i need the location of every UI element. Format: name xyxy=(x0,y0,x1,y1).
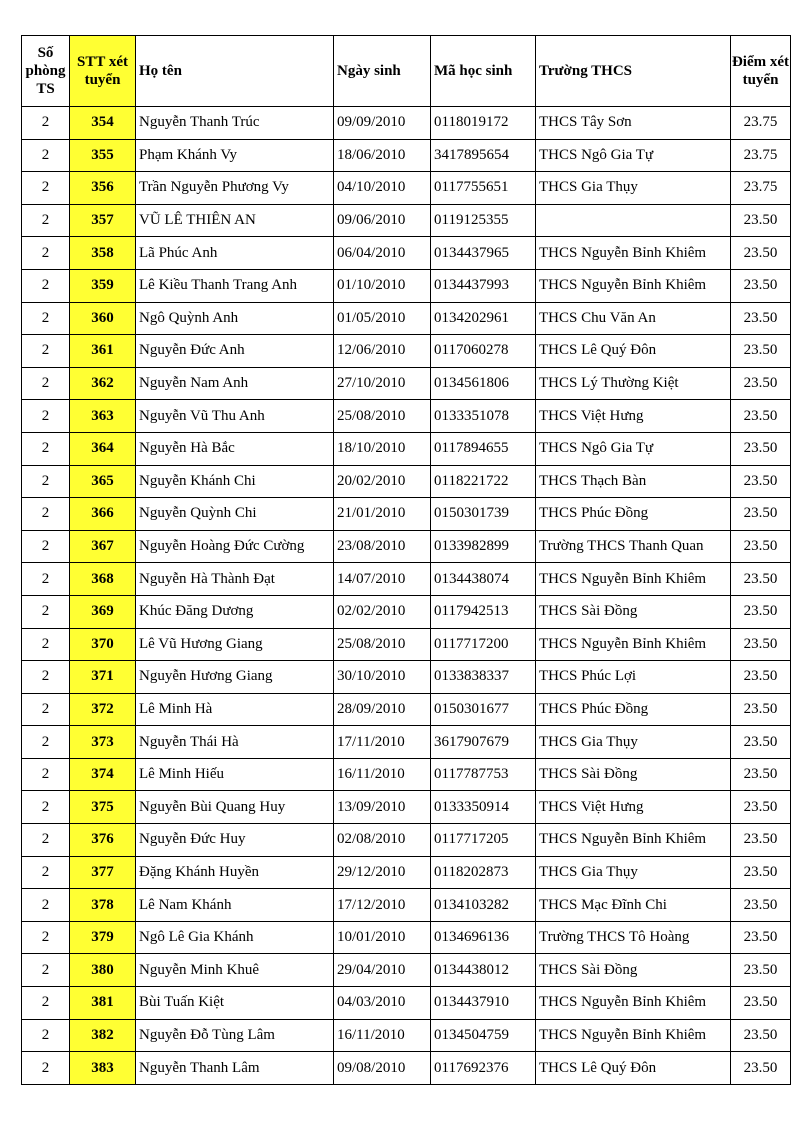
cell-school: THCS Gia Thụy xyxy=(536,726,731,759)
cell-student-id: 3617907679 xyxy=(431,726,536,759)
cell-room: 2 xyxy=(22,1019,70,1052)
cell-stt: 368 xyxy=(70,563,136,596)
table-row xyxy=(22,107,791,140)
table-row xyxy=(22,139,791,172)
cell-student-id: 0133838337 xyxy=(431,661,536,694)
cell-name: Nguyễn Khánh Chi xyxy=(136,465,334,498)
cell-dob: 16/11/2010 xyxy=(334,758,431,791)
cell-dob: 06/04/2010 xyxy=(334,237,431,270)
cell-score: 23.50 xyxy=(731,465,791,498)
cell-score: 23.50 xyxy=(731,824,791,857)
cell-room: 2 xyxy=(22,530,70,563)
cell-school: THCS Phúc Đồng xyxy=(536,693,731,726)
header-name: Họ tên xyxy=(136,36,334,107)
header-dob: Ngày sinh xyxy=(334,36,431,107)
table-row xyxy=(22,889,791,922)
cell-student-id: 0117717200 xyxy=(431,628,536,661)
cell-room: 2 xyxy=(22,367,70,400)
cell-student-id: 0117692376 xyxy=(431,1052,536,1085)
cell-score: 23.50 xyxy=(731,400,791,433)
cell-room: 2 xyxy=(22,139,70,172)
cell-stt: 376 xyxy=(70,824,136,857)
cell-dob: 04/03/2010 xyxy=(334,987,431,1020)
cell-stt: 370 xyxy=(70,628,136,661)
table-row xyxy=(22,758,791,791)
table-row xyxy=(22,465,791,498)
cell-school: THCS Chu Văn An xyxy=(536,302,731,335)
cell-school: THCS Mạc Đĩnh Chi xyxy=(536,889,731,922)
cell-room: 2 xyxy=(22,1052,70,1085)
cell-score: 23.50 xyxy=(731,530,791,563)
cell-dob: 02/08/2010 xyxy=(334,824,431,857)
cell-room: 2 xyxy=(22,791,70,824)
cell-student-id: 0134504759 xyxy=(431,1019,536,1052)
cell-stt: 355 xyxy=(70,139,136,172)
cell-room: 2 xyxy=(22,400,70,433)
table-row xyxy=(22,628,791,661)
cell-score: 23.75 xyxy=(731,107,791,140)
cell-name: Nguyễn Đức Anh xyxy=(136,335,334,368)
cell-stt: 356 xyxy=(70,172,136,205)
header-student-id: Mã học sinh xyxy=(431,36,536,107)
cell-dob: 09/09/2010 xyxy=(334,107,431,140)
cell-name: Nguyễn Hà Bắc xyxy=(136,432,334,465)
cell-score: 23.50 xyxy=(731,595,791,628)
table-row xyxy=(22,1052,791,1085)
cell-room: 2 xyxy=(22,693,70,726)
cell-score: 23.50 xyxy=(731,1052,791,1085)
cell-dob: 25/08/2010 xyxy=(334,628,431,661)
cell-stt: 374 xyxy=(70,758,136,791)
cell-school: THCS Gia Thụy xyxy=(536,172,731,205)
cell-stt: 364 xyxy=(70,432,136,465)
cell-score: 23.50 xyxy=(731,628,791,661)
cell-stt: 362 xyxy=(70,367,136,400)
cell-school: THCS Phúc Lợi xyxy=(536,661,731,694)
cell-student-id: 0134437993 xyxy=(431,269,536,302)
cell-stt: 383 xyxy=(70,1052,136,1085)
cell-score: 23.50 xyxy=(731,987,791,1020)
cell-stt: 375 xyxy=(70,791,136,824)
cell-stt: 354 xyxy=(70,107,136,140)
cell-student-id: 0117787753 xyxy=(431,758,536,791)
cell-dob: 04/10/2010 xyxy=(334,172,431,205)
table-row xyxy=(22,530,791,563)
cell-student-id: 0119125355 xyxy=(431,204,536,237)
cell-stt: 365 xyxy=(70,465,136,498)
cell-student-id: 0118221722 xyxy=(431,465,536,498)
cell-score: 23.50 xyxy=(731,335,791,368)
cell-school: THCS Ngô Gia Tự xyxy=(536,139,731,172)
cell-school: THCS Sài Đồng xyxy=(536,758,731,791)
cell-dob: 10/01/2010 xyxy=(334,921,431,954)
header-school: Trường THCS xyxy=(536,36,731,107)
cell-room: 2 xyxy=(22,726,70,759)
cell-name: Nguyễn Minh Khuê xyxy=(136,954,334,987)
cell-dob: 02/02/2010 xyxy=(334,595,431,628)
cell-name: Nguyễn Hoàng Đức Cường xyxy=(136,530,334,563)
cell-dob: 29/12/2010 xyxy=(334,856,431,889)
table-row xyxy=(22,432,791,465)
cell-stt: 359 xyxy=(70,269,136,302)
header-stt: STT xét tuyển xyxy=(70,36,136,107)
table-row xyxy=(22,595,791,628)
cell-room: 2 xyxy=(22,563,70,596)
cell-score: 23.50 xyxy=(731,791,791,824)
cell-dob: 27/10/2010 xyxy=(334,367,431,400)
cell-stt: 358 xyxy=(70,237,136,270)
table-row xyxy=(22,204,791,237)
cell-student-id: 0117755651 xyxy=(431,172,536,205)
cell-score: 23.50 xyxy=(731,889,791,922)
cell-dob: 01/10/2010 xyxy=(334,269,431,302)
cell-room: 2 xyxy=(22,432,70,465)
cell-room: 2 xyxy=(22,302,70,335)
cell-student-id: 0150301677 xyxy=(431,693,536,726)
cell-name: VŨ LÊ THIÊN AN xyxy=(136,204,334,237)
cell-name: Bùi Tuấn Kiệt xyxy=(136,987,334,1020)
cell-score: 23.50 xyxy=(731,726,791,759)
cell-room: 2 xyxy=(22,172,70,205)
cell-student-id: 3417895654 xyxy=(431,139,536,172)
cell-student-id: 0134438074 xyxy=(431,563,536,596)
cell-dob: 30/10/2010 xyxy=(334,661,431,694)
cell-name: Phạm Khánh Vy xyxy=(136,139,334,172)
cell-student-id: 0133351078 xyxy=(431,400,536,433)
cell-student-id: 0117942513 xyxy=(431,595,536,628)
cell-stt: 373 xyxy=(70,726,136,759)
cell-name: Trần Nguyễn Phương Vy xyxy=(136,172,334,205)
cell-stt: 357 xyxy=(70,204,136,237)
cell-student-id: 0118019172 xyxy=(431,107,536,140)
cell-student-id: 0118202873 xyxy=(431,856,536,889)
cell-room: 2 xyxy=(22,856,70,889)
cell-student-id: 0134561806 xyxy=(431,367,536,400)
table-row xyxy=(22,400,791,433)
cell-stt: 382 xyxy=(70,1019,136,1052)
cell-student-id: 0133350914 xyxy=(431,791,536,824)
cell-room: 2 xyxy=(22,107,70,140)
cell-name: Nguyễn Đỗ Tùng Lâm xyxy=(136,1019,334,1052)
cell-student-id: 0134437910 xyxy=(431,987,536,1020)
cell-score: 23.50 xyxy=(731,237,791,270)
cell-school: THCS Việt Hưng xyxy=(536,791,731,824)
cell-name: Nguyễn Nam Anh xyxy=(136,367,334,400)
cell-room: 2 xyxy=(22,661,70,694)
cell-room: 2 xyxy=(22,269,70,302)
cell-score: 23.50 xyxy=(731,1019,791,1052)
cell-student-id: 0117894655 xyxy=(431,432,536,465)
cell-name: Lã Phúc Anh xyxy=(136,237,334,270)
table-row xyxy=(22,791,791,824)
cell-stt: 367 xyxy=(70,530,136,563)
table-row xyxy=(22,856,791,889)
cell-name: Khúc Đăng Dương xyxy=(136,595,334,628)
table-row xyxy=(22,954,791,987)
cell-student-id: 0133982899 xyxy=(431,530,536,563)
cell-name: Nguyễn Quỳnh Chi xyxy=(136,498,334,531)
cell-student-id: 0134696136 xyxy=(431,921,536,954)
cell-dob: 25/08/2010 xyxy=(334,400,431,433)
table-row xyxy=(22,237,791,270)
cell-name: Lê Nam Khánh xyxy=(136,889,334,922)
cell-score: 23.75 xyxy=(731,172,791,205)
cell-name: Nguyễn Đức Huy xyxy=(136,824,334,857)
cell-school: THCS Tây Sơn xyxy=(536,107,731,140)
cell-stt: 380 xyxy=(70,954,136,987)
table-row xyxy=(22,987,791,1020)
cell-room: 2 xyxy=(22,628,70,661)
cell-score: 23.50 xyxy=(731,432,791,465)
cell-stt: 378 xyxy=(70,889,136,922)
cell-name: Ngô Quỳnh Anh xyxy=(136,302,334,335)
cell-name: Lê Minh Hiếu xyxy=(136,758,334,791)
cell-school: THCS Nguyễn Bỉnh Khiêm xyxy=(536,563,731,596)
header-row xyxy=(22,36,791,107)
cell-school: THCS Lê Quý Đôn xyxy=(536,1052,731,1085)
cell-stt: 366 xyxy=(70,498,136,531)
cell-stt: 372 xyxy=(70,693,136,726)
cell-school: THCS Thạch Bàn xyxy=(536,465,731,498)
cell-room: 2 xyxy=(22,824,70,857)
cell-room: 2 xyxy=(22,595,70,628)
table-row xyxy=(22,269,791,302)
cell-school: THCS Sài Đồng xyxy=(536,595,731,628)
admission-table xyxy=(21,35,791,1085)
cell-school: THCS Lý Thường Kiệt xyxy=(536,367,731,400)
cell-school: THCS Nguyễn Bỉnh Khiêm xyxy=(536,824,731,857)
cell-stt: 363 xyxy=(70,400,136,433)
cell-name: Lê Vũ Hương Giang xyxy=(136,628,334,661)
cell-score: 23.50 xyxy=(731,204,791,237)
cell-room: 2 xyxy=(22,204,70,237)
table-row xyxy=(22,1019,791,1052)
cell-score: 23.50 xyxy=(731,563,791,596)
cell-dob: 18/06/2010 xyxy=(334,139,431,172)
cell-score: 23.50 xyxy=(731,367,791,400)
cell-school: Trường THCS Tô Hoàng xyxy=(536,921,731,954)
cell-student-id: 0117060278 xyxy=(431,335,536,368)
cell-dob: 16/11/2010 xyxy=(334,1019,431,1052)
cell-school: THCS Phúc Đồng xyxy=(536,498,731,531)
cell-name: Nguyễn Thái Hà xyxy=(136,726,334,759)
cell-school: THCS Việt Hưng xyxy=(536,400,731,433)
cell-dob: 01/05/2010 xyxy=(334,302,431,335)
cell-room: 2 xyxy=(22,987,70,1020)
cell-student-id: 0134438012 xyxy=(431,954,536,987)
cell-stt: 369 xyxy=(70,595,136,628)
cell-room: 2 xyxy=(22,465,70,498)
cell-room: 2 xyxy=(22,335,70,368)
table-row xyxy=(22,693,791,726)
cell-dob: 20/02/2010 xyxy=(334,465,431,498)
cell-name: Nguyễn Thanh Lâm xyxy=(136,1052,334,1085)
cell-dob: 13/09/2010 xyxy=(334,791,431,824)
table-row xyxy=(22,563,791,596)
cell-dob: 14/07/2010 xyxy=(334,563,431,596)
table-row xyxy=(22,302,791,335)
cell-school: THCS Nguyễn Bỉnh Khiêm xyxy=(536,269,731,302)
table-row xyxy=(22,367,791,400)
cell-school xyxy=(536,204,731,237)
cell-stt: 381 xyxy=(70,987,136,1020)
cell-dob: 09/06/2010 xyxy=(334,204,431,237)
table-row xyxy=(22,172,791,205)
cell-student-id: 0150301739 xyxy=(431,498,536,531)
cell-stt: 377 xyxy=(70,856,136,889)
table-row xyxy=(22,726,791,759)
cell-room: 2 xyxy=(22,889,70,922)
cell-score: 23.50 xyxy=(731,954,791,987)
cell-school: Trường THCS Thanh Quan xyxy=(536,530,731,563)
cell-score: 23.50 xyxy=(731,921,791,954)
cell-dob: 21/01/2010 xyxy=(334,498,431,531)
cell-name: Đặng Khánh Huyền xyxy=(136,856,334,889)
cell-school: THCS Nguyễn Bỉnh Khiêm xyxy=(536,628,731,661)
cell-student-id: 0134437965 xyxy=(431,237,536,270)
table-row xyxy=(22,498,791,531)
cell-room: 2 xyxy=(22,758,70,791)
cell-score: 23.50 xyxy=(731,661,791,694)
cell-student-id: 0134202961 xyxy=(431,302,536,335)
cell-name: Nguyễn Hương Giang xyxy=(136,661,334,694)
cell-stt: 361 xyxy=(70,335,136,368)
cell-room: 2 xyxy=(22,921,70,954)
cell-score: 23.50 xyxy=(731,693,791,726)
cell-room: 2 xyxy=(22,237,70,270)
cell-school: THCS Nguyễn Bỉnh Khiêm xyxy=(536,1019,731,1052)
cell-name: Ngô Lê Gia Khánh xyxy=(136,921,334,954)
cell-name: Lê Minh Hà xyxy=(136,693,334,726)
cell-dob: 18/10/2010 xyxy=(334,432,431,465)
cell-room: 2 xyxy=(22,498,70,531)
cell-dob: 09/08/2010 xyxy=(334,1052,431,1085)
cell-score: 23.50 xyxy=(731,269,791,302)
cell-school: THCS Gia Thụy xyxy=(536,856,731,889)
cell-score: 23.50 xyxy=(731,856,791,889)
header-room: Số phòng TS xyxy=(22,36,70,107)
cell-dob: 12/06/2010 xyxy=(334,335,431,368)
table-body xyxy=(22,107,791,1085)
table-row xyxy=(22,661,791,694)
table-row xyxy=(22,921,791,954)
cell-school: THCS Lê Quý Đôn xyxy=(536,335,731,368)
cell-score: 23.75 xyxy=(731,139,791,172)
cell-school: THCS Nguyễn Bỉnh Khiêm xyxy=(536,237,731,270)
cell-name: Nguyễn Thanh Trúc xyxy=(136,107,334,140)
header-score: Điểm xét tuyển xyxy=(731,36,791,107)
cell-name: Nguyễn Bùi Quang Huy xyxy=(136,791,334,824)
cell-score: 23.50 xyxy=(731,302,791,335)
table-row xyxy=(22,335,791,368)
cell-school: THCS Nguyễn Bỉnh Khiêm xyxy=(536,987,731,1020)
cell-school: THCS Ngô Gia Tự xyxy=(536,432,731,465)
cell-dob: 29/04/2010 xyxy=(334,954,431,987)
cell-stt: 379 xyxy=(70,921,136,954)
cell-name: Nguyễn Vũ Thu Anh xyxy=(136,400,334,433)
cell-score: 23.50 xyxy=(731,498,791,531)
table-row xyxy=(22,824,791,857)
cell-school: THCS Sài Đồng xyxy=(536,954,731,987)
cell-dob: 17/11/2010 xyxy=(334,726,431,759)
cell-stt: 371 xyxy=(70,661,136,694)
cell-dob: 28/09/2010 xyxy=(334,693,431,726)
cell-student-id: 0117717205 xyxy=(431,824,536,857)
cell-student-id: 0134103282 xyxy=(431,889,536,922)
cell-stt: 360 xyxy=(70,302,136,335)
cell-room: 2 xyxy=(22,954,70,987)
cell-name: Nguyễn Hà Thành Đạt xyxy=(136,563,334,596)
cell-dob: 23/08/2010 xyxy=(334,530,431,563)
cell-score: 23.50 xyxy=(731,758,791,791)
cell-dob: 17/12/2010 xyxy=(334,889,431,922)
cell-name: Lê Kiều Thanh Trang Anh xyxy=(136,269,334,302)
